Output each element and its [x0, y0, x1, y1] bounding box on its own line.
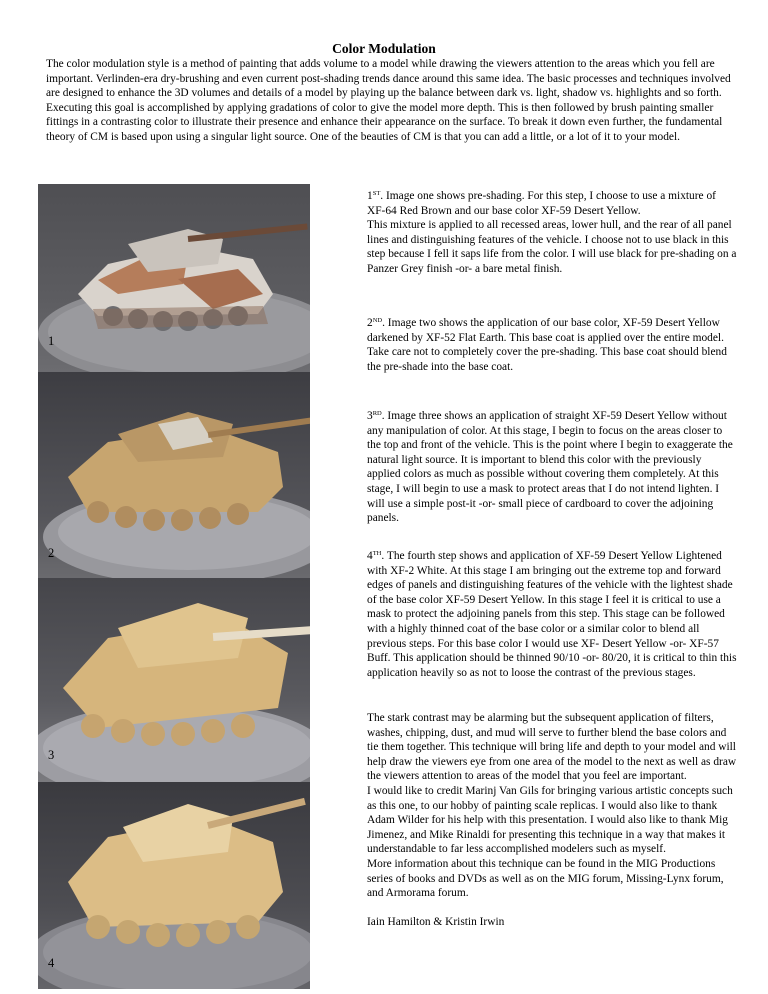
- photo-label: 4: [48, 956, 55, 970]
- step-suffix: ND: [372, 317, 383, 324]
- photo-step-1: [38, 184, 310, 372]
- author-signature: Iain Hamilton & Kristin Irwin: [367, 916, 505, 929]
- step-number: 3: [367, 410, 373, 422]
- page-title: Color Modulation: [332, 41, 436, 56]
- closing-paragraph: The stark contrast may be alarming but the subsequent application of filters, washes, chipping, dust, and mud will serve to further blend the base colors and tie them together. This technique will bring life and depth to your model and will help draw the viewers eye from one area of the model to the next as well as draw the viewers attention to areas of the model that you feel are important.: [367, 712, 737, 783]
- step-suffix: TH: [372, 550, 382, 557]
- step-number: 4: [367, 550, 373, 562]
- step-4-text: [367, 549, 737, 680]
- step-description-continued: This mixture is applied to all recessed areas, lower hull, and the rear of all panel lines and distinguishing features of the vehicle. I choose not to use black in this step because I fell it saps life from the color. I will use black for pre-shading on a Panzer Grey finish -or- a bare metal finish.: [367, 219, 737, 275]
- photo-step-4: [38, 782, 310, 989]
- step-2-text: [367, 316, 737, 374]
- photo-label: 2: [48, 546, 55, 560]
- step-number: 2: [367, 317, 373, 329]
- step-suffix: ST: [372, 190, 381, 197]
- step-description: . Image two shows the application of our base color, XF-59 Desert Yellow darkened by XF-52 Flat Earth. This base coat is applied over the entire model. Take care not to completely cover the pre-shading. This base coat should blend the pre-shade into the base coat.: [367, 317, 727, 373]
- closing-text: [367, 711, 737, 930]
- step-1-text: [367, 189, 737, 277]
- photo-label: 1: [48, 334, 55, 348]
- tank-model-preshade-photo: [38, 184, 310, 372]
- step-3-text: [367, 409, 737, 526]
- tank-model-basecoat-photo: [38, 372, 310, 578]
- photo-label: 3: [48, 748, 55, 762]
- photo-step-3: [38, 578, 310, 782]
- tank-model-yellow-photo: [38, 578, 310, 782]
- intro-paragraph: The color modulation style is a method of painting that adds volume to a model while drawing the viewers attention to the areas which you fell are important. Verlinden-era dry-brushing and even current post-shading trends dance around this same idea. The basic processes and techniques involved are designed to enhance the 3D volumes and details of a model by playing up the balance between dark vs. light, shadow vs. highlights and so forth. Executing this goal is accomplished by applying gradations of color to give the model more depth. This is then followed by brush painting smaller fittings in a contrasting color to illustrate their presence and enhance their appearance on the surface. To break it down even further, the fundamental theory of CM is based upon using a singular light source. One of the beauties of CM is that you can add a little, or a lot of it to your model.: [46, 58, 731, 143]
- step-description: . Image one shows pre-shading. For this step, I choose to use a mixture of XF-64 Red Brown and our base color XF-59 Desert Yellow.: [367, 190, 716, 217]
- tank-model-highlight-photo: [38, 782, 310, 989]
- step-suffix: RD: [372, 410, 382, 417]
- more-info-paragraph: More information about this technique can be found in the MIG Productions series of books and DVDs as well as on the MIG forum, Missing-Lynx forum, and Armorama forum.: [367, 857, 724, 900]
- credits-paragraph: I would like to credit Marinj Van Gils for bringing various artistic concepts such as this one, to our hobby of painting scale replicas. I would also like to thank Adam Wilder for his help with this presentation. I would also like to thank Mig Jimenez, and Mike Rinaldi for presenting this technique in a way that makes it understandable to far less accomplished modelers such as myself.: [367, 784, 733, 856]
- step-description: . The fourth step shows and application of XF-59 Desert Yellow Lightened with XF-2 White. At this stage I am bringing out the extreme top and forward edges of panels and distinguishing features of the vehicle with the lightest shade of the base color XF-59 Desert Yellow. In this stage I feel it is critical to use a mask to protect the adjoining panels from this step. This stage can be followed with a highly thinned coat of the base color or a similar color to blend all previous steps. For this base color I would use XF- Desert Yellow -or- XF-57 Buff. This application should be thinned 90/10 -or- 80/20, it is critical to thin this application heavily so as not to loose the contrast of the previous stages.: [367, 550, 737, 679]
- step-number: 1: [367, 190, 373, 202]
- step-description: . Image three shows an application of straight XF-59 Desert Yellow without any manipulation of color. At this stage, I begin to focus on the areas closer to the top and front of the vehicle. This is the point where I begin to exaggerate the natural light source. It is important to blend this color with the previously applied colors as much as possible without covering them completely. At this stage, I will begin to use a mask to protect areas that I do not intend lighten. I will use a simple post-it -or- small piece of cardboard to cover the adjoining panels.: [367, 410, 733, 525]
- photo-step-2: [38, 372, 310, 578]
